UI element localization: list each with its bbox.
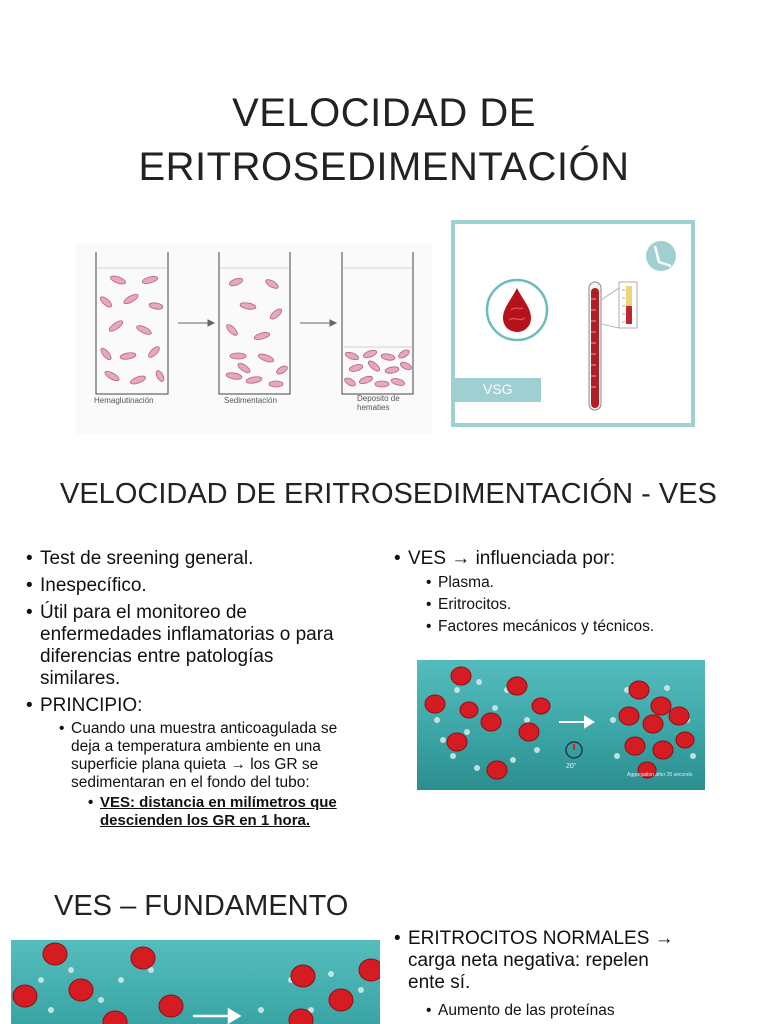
sub-bullet-aumento: • Aumento de las proteínas [426, 1002, 615, 1019]
slide2-left-column [26, 548, 380, 830]
slide2-right-column [394, 548, 728, 636]
bullet-eritrocitos-normales: • ERITROCITOS NORMALES → carga neta negativa: repelen ente sí. [394, 928, 674, 993]
label-sedimentacion: Sedimentación [224, 396, 277, 405]
slide2-title: VELOCIDAD DE ERITROSEDIMENTACIÓN - VES [60, 478, 717, 510]
slide3-title: VES – FUNDAMENTO [54, 890, 349, 922]
bullet-principio: • PRINCIPIO: [26, 695, 143, 716]
vsg-label: VSG [483, 381, 513, 397]
fundamento-image [11, 940, 380, 1024]
label-hematies: hematies [357, 403, 390, 412]
slide1-title-line1: VELOCIDAD DE [232, 91, 536, 135]
label-deposito: Deposito de [357, 394, 400, 403]
slide1-title-line2: ERITROSEDIMENTACIÓN [138, 145, 630, 189]
aggregation-svg [417, 660, 705, 790]
label-hemaglutinacion: Hemaglutinación [94, 396, 154, 405]
sub-bullet-eritrocitos: • Eritrocitos. [426, 596, 512, 613]
vsg-panel [451, 220, 695, 427]
bullet-screening: • Test de sreening general. [26, 548, 254, 569]
slide3-right-column [394, 928, 708, 1020]
timer-label: 20'' [566, 763, 577, 770]
sub-bullet-plasma: • Plasma. [426, 574, 494, 591]
aggregation-image [417, 660, 705, 790]
bullet-influenciada: • VES → influenciada por: [394, 548, 616, 569]
sub-sub-bullet-ves: • VES: distancia en milímetros que descienden los GR en 1 hora. [88, 794, 337, 829]
sub-bullet-factores: • Factores mecánicos y técnicos. [426, 618, 655, 635]
bullet-inespecifico: • Inespecífico. [26, 575, 147, 596]
sedimentation-diagram [76, 244, 432, 434]
sub-bullet-principio: • Cuando una muestra anticoagulada se deja a temperatura ambiente en una superficie plana quieta → los GR se sedimentaran en el fondo del tubo: [59, 720, 338, 791]
bullet-util: • Útil para el monitoreo de enfermedades inflamatorias o para diferencias entre patologías similares. [26, 602, 334, 689]
aggregation-caption: Aggregation after 20 seconds [627, 772, 693, 778]
vsg-label-bar [455, 378, 541, 402]
logo-icon [646, 241, 676, 271]
slide1-title [0, 86, 768, 194]
fundamento-svg [11, 940, 380, 1024]
